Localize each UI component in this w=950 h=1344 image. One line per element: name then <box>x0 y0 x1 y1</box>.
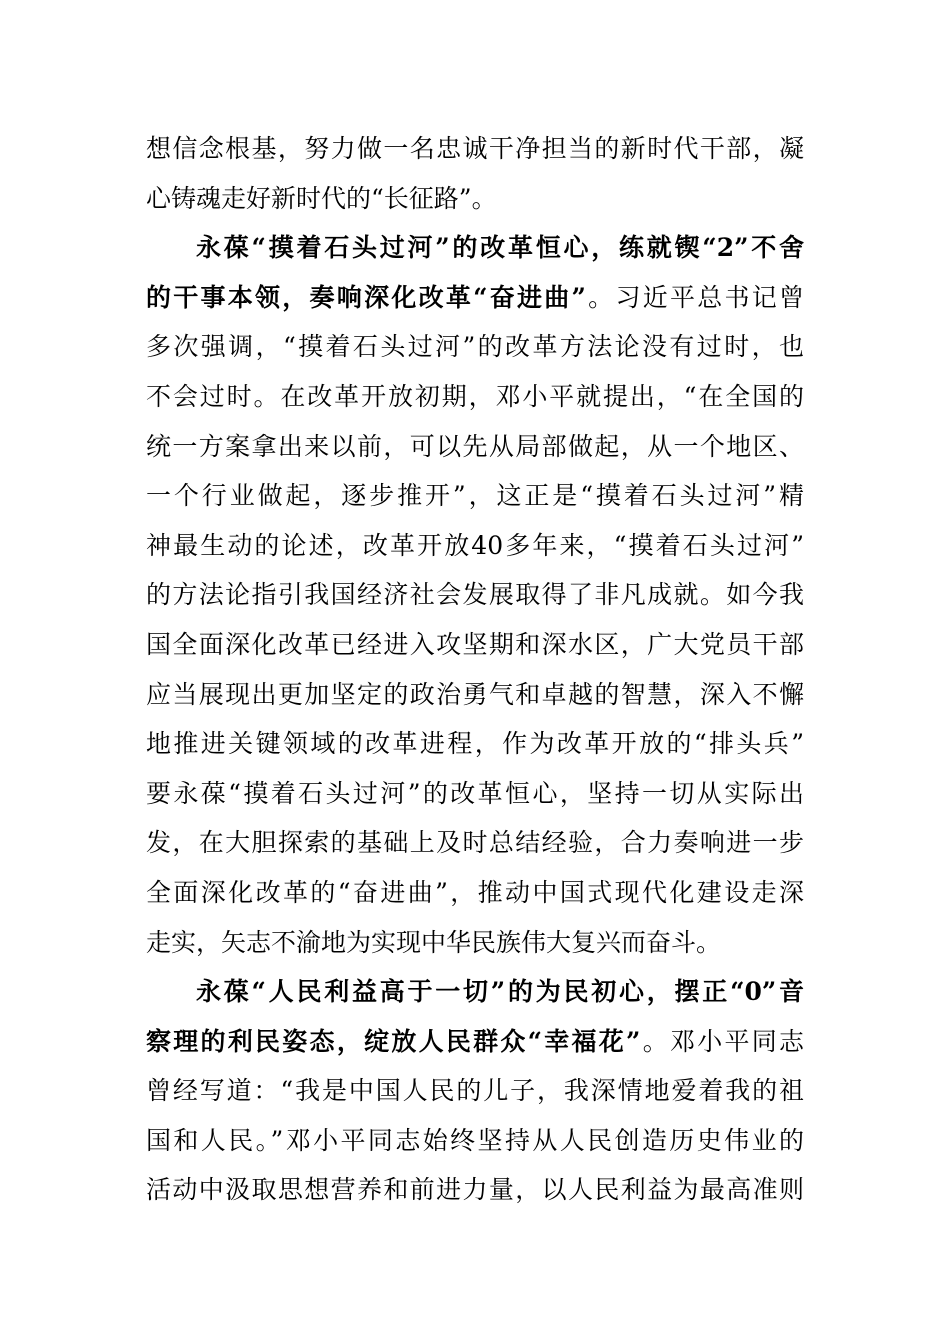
text-line-10: 的方法论指引我国经济社会发展取得了非凡成就。如今我 <box>146 580 804 610</box>
heading-line-3: 永葆“摸着石头过河”的改革恒心，练就锲“2”不舍 <box>196 233 804 263</box>
text-line-17: 走实，矢志不渝地为实现中华民族伟大复兴而奋斗。 <box>146 927 722 957</box>
text-line-19 <box>146 1017 804 1067</box>
text-line-16: 全面深化改革的“奋进曲”，推动中国式现代化建设走深 <box>146 877 804 907</box>
text-line-9: 神最生动的论述，改革开放40多年来，“摸着石头过河” <box>146 530 804 560</box>
text-line-4 <box>146 273 804 323</box>
text-line-5: 多次强调，“摸着石头过河”的改革方法论没有过时，也 <box>146 332 804 362</box>
text-line-8: 一个行业做起，逐步推开”，这正是“摸着石头过河”精 <box>146 481 804 511</box>
text-line-13: 地推进关键领域的改革进程，作为改革开放的“排头兵” <box>146 729 804 759</box>
text-fragment: 。邓小平同志 <box>640 1026 804 1056</box>
heading-line-18: 永葆“人民利益高于一切”的为民初心，摆正“0”音 <box>196 977 804 1007</box>
text-line-6: 不会过时。在改革开放初期，邓小平就提出，“在全国的 <box>146 381 804 411</box>
text-fragment: 。习近平总书记曾 <box>585 282 804 312</box>
heading-fragment: 察理的利民姿态，绽放人民群众“幸福花” <box>146 1026 641 1056</box>
text-line-2: 心铸魂走好新时代的“长征路”。 <box>146 183 497 213</box>
text-line-14: 要永葆“摸着石头过河”的改革恒心，坚持一切从实际出 <box>146 778 804 808</box>
text-line-1: 想信念根基，努力做一名忠诚干净担当的新时代干部，凝 <box>146 134 804 163</box>
heading-fragment: 的干事本领，奏响深化改革“奋进曲” <box>146 282 586 312</box>
text-line-11: 国全面深化改革已经进入攻坚期和深水区，广大党员干部 <box>146 629 804 659</box>
text-line-15: 发，在大胆探索的基础上及时总结经验，合力奏响进一步 <box>146 828 804 858</box>
text-line-22: 活动中汲取思想营养和前进力量，以人民利益为最高准则 <box>146 1175 804 1205</box>
text-line-12: 应当展现出更加坚定的政治勇气和卓越的智慧，深入不懈 <box>146 679 804 709</box>
text-line-21: 国和人民。”邓小平同志始终坚持从人民创造历史伟业的 <box>146 1125 804 1155</box>
document-page <box>146 124 804 1215</box>
text-line-20: 曾经写道：“我是中国人民的儿子，我深情地爱着我的祖 <box>146 1076 804 1106</box>
text-line-7: 统一方案拿出来以前，可以先从局部做起，从一个地区、 <box>146 431 804 461</box>
